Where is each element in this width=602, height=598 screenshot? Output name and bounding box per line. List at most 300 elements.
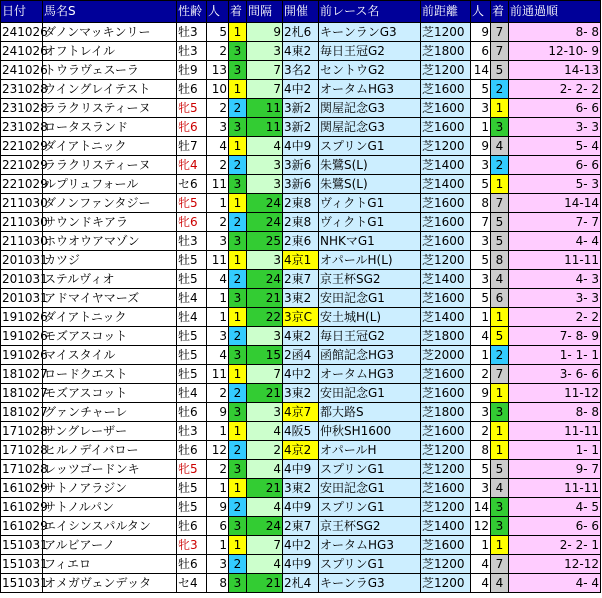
cell-prev-race: 関屋記念G3 [319,118,421,137]
cell-finish: 2 [229,213,247,232]
cell-date: 231028 [1,80,43,99]
cell-prev-passing: 11-11 [509,479,601,498]
cell-prev-race: ヴィクトG1 [319,213,421,232]
cell-sex-age: 牡7 [177,137,207,156]
cell-sex-age: 牡5 [177,346,207,365]
cell-prev-popularity: 3 [471,403,491,422]
cell-finish: 3 [229,118,247,137]
cell-interval: 15 [247,346,283,365]
cell-prev-popularity: 3 [471,232,491,251]
cell-venue: 4中9 [283,555,319,574]
cell-prev-race: キーンラG3 [319,574,421,593]
cell-prev-popularity: 3 [471,99,491,118]
cell-date: 221029 [1,175,43,194]
cell-interval: 4 [247,422,283,441]
cell-prev-popularity: 5 [471,460,491,479]
cell-interval: 4 [247,555,283,574]
cell-date: 191026 [1,308,43,327]
cell-prev-passing: 4- 3 [509,270,601,289]
cell-prev-race: スプリンG1 [319,137,421,156]
cell-sex-age: 牝4 [177,156,207,175]
cell-interval: 3 [247,42,283,61]
cell-finish: 3 [229,175,247,194]
cell-prev-popularity: 5 [471,175,491,194]
cell-date: 191026 [1,346,43,365]
cell-finish: 1 [229,194,247,213]
cell-prev-popularity: 9 [471,384,491,403]
cell-prev-distance: 芝1600 [421,213,471,232]
table-row [1,23,601,42]
cell-prev-race: 安土城H(L) [319,308,421,327]
cell-horse-name: ウイングレイテスト [43,80,177,99]
cell-prev-distance: 芝1400 [421,175,471,194]
cell-prev-distance: 芝1200 [421,555,471,574]
cell-horse-name: ロードクエスト [43,365,177,384]
cell-horse-name: グァンチャーレ [43,403,177,422]
cell-prev-popularity: 9 [471,23,491,42]
cell-popularity: 4 [207,346,229,365]
cell-prev-distance: 芝1200 [421,137,471,156]
cell-horse-name: ララクリスティーヌ [43,156,177,175]
cell-sex-age: 牡6 [177,80,207,99]
cell-prev-popularity: 5 [471,289,491,308]
cell-interval: 25 [247,232,283,251]
cell-prev-race: 函館記念HG3 [319,346,421,365]
cell-prev-finish: 7 [491,42,509,61]
table-row [1,308,601,327]
cell-prev-distance: 芝1400 [421,270,471,289]
cell-prev-distance: 芝1200 [421,460,471,479]
cell-date: 241026 [1,42,43,61]
cell-venue: 2函4 [283,346,319,365]
cell-date: 151031 [1,574,43,593]
cell-prev-finish: 1 [491,175,509,194]
cell-horse-name: サウンドキアラ [43,213,177,232]
table-row [1,61,601,80]
cell-venue: 2東6 [283,232,319,251]
cell-date: 171028 [1,460,43,479]
cell-date: 191026 [1,327,43,346]
cell-sex-age: 牡9 [177,61,207,80]
cell-prev-passing: 2- 2 [509,308,601,327]
cell-date: 221029 [1,137,43,156]
cell-venue: 2東7 [283,270,319,289]
cell-prev-passing: 7- 8- 9 [509,327,601,346]
col-header-venue: 開催 [283,1,319,23]
cell-prev-race: 仲秋SH1600 [319,422,421,441]
table-row [1,384,601,403]
cell-prev-distance: 芝1200 [421,498,471,517]
cell-prev-race: 安田記念G1 [319,384,421,403]
cell-venue: 3東2 [283,384,319,403]
cell-popularity: 2 [207,384,229,403]
cell-prev-passing: 11-11 [509,251,601,270]
cell-horse-name: ダイアトニック [43,137,177,156]
cell-venue: 4中9 [283,137,319,156]
cell-prev-passing: 6- 6 [509,99,601,118]
cell-popularity: 11 [207,365,229,384]
cell-popularity: 2 [207,156,229,175]
cell-horse-name: カツジ [43,251,177,270]
cell-venue: 4中2 [283,80,319,99]
cell-finish: 3 [229,42,247,61]
cell-date: 171028 [1,441,43,460]
cell-sex-age: セ6 [177,175,207,194]
cell-prev-distance: 芝1200 [421,441,471,460]
cell-popularity: 3 [207,232,229,251]
cell-venue: 3京C [283,308,319,327]
cell-prev-finish: 2 [491,346,509,365]
cell-interval: 7 [247,365,283,384]
table-row [1,555,601,574]
cell-interval: 11 [247,99,283,118]
cell-prev-popularity: 4 [471,327,491,346]
cell-sex-age: 牡6 [177,403,207,422]
cell-prev-distance: 芝1600 [421,194,471,213]
cell-prev-distance: 芝1200 [421,61,471,80]
cell-prev-race: オータムHG3 [319,365,421,384]
cell-sex-age: 牝5 [177,194,207,213]
cell-interval: 7 [247,61,283,80]
cell-prev-finish: 3 [491,517,509,536]
cell-interval: 3 [247,403,283,422]
col-header-prev-popularity: 人 [471,1,491,23]
col-header-prev-passing: 前通過順 [509,1,601,23]
header-row [1,1,601,23]
table-row [1,251,601,270]
cell-popularity: 9 [207,498,229,517]
cell-date: 161029 [1,498,43,517]
cell-prev-finish: 1 [491,384,509,403]
cell-prev-passing: 4- 5 [509,498,601,517]
cell-prev-race: ヴィクトG1 [319,194,421,213]
cell-prev-distance: 芝1600 [421,365,471,384]
cell-venue: 2東8 [283,213,319,232]
cell-prev-finish: 3 [491,403,509,422]
cell-prev-finish: 1 [491,308,509,327]
table-row [1,479,601,498]
cell-popularity: 1 [207,536,229,555]
cell-popularity: 5 [207,23,229,42]
col-header-interval: 間隔 [247,1,283,23]
cell-horse-name: ダノンマッキンリー [43,23,177,42]
cell-venue: 3新6 [283,175,319,194]
cell-popularity: 1 [207,479,229,498]
cell-date: 231028 [1,99,43,118]
cell-prev-finish: 4 [491,137,509,156]
cell-venue: 4中9 [283,498,319,517]
cell-finish: 3 [229,289,247,308]
cell-sex-age: 牡3 [177,42,207,61]
cell-prev-distance: 芝1800 [421,327,471,346]
cell-prev-passing: 9- 7 [509,460,601,479]
cell-finish: 2 [229,384,247,403]
cell-date: 211030 [1,232,43,251]
cell-popularity: 1 [207,422,229,441]
cell-prev-popularity: 1 [471,308,491,327]
cell-popularity: 11 [207,175,229,194]
col-header-date: 日付 [1,1,43,23]
cell-prev-passing: 12-12 [509,555,601,574]
table-row [1,536,601,555]
cell-prev-finish: 7 [491,555,509,574]
table-row [1,270,601,289]
cell-popularity: 6 [207,517,229,536]
table-row [1,460,601,479]
table-row [1,137,601,156]
cell-interval: 4 [247,498,283,517]
cell-finish: 1 [229,23,247,42]
table-row [1,99,601,118]
cell-popularity: 2 [207,460,229,479]
cell-sex-age: 牡5 [177,479,207,498]
cell-sex-age: 牡6 [177,555,207,574]
cell-sex-age: 牡4 [177,289,207,308]
cell-horse-name: モズアスコット [43,384,177,403]
cell-prev-popularity: 4 [471,555,491,574]
cell-finish: 1 [229,80,247,99]
cell-prev-popularity: 8 [471,441,491,460]
cell-popularity: 2 [207,99,229,118]
cell-sex-age: 牡3 [177,422,207,441]
cell-venue: 3新2 [283,99,319,118]
cell-prev-distance: 芝1600 [421,536,471,555]
cell-horse-name: サングレーザー [43,422,177,441]
cell-prev-passing: 8- 8 [509,23,601,42]
cell-sex-age: 牝5 [177,99,207,118]
cell-prev-race: 安田記念G1 [319,289,421,308]
cell-popularity: 13 [207,61,229,80]
cell-prev-finish: 6 [491,289,509,308]
cell-popularity: 8 [207,574,229,593]
cell-prev-race: 毎日王冠G2 [319,327,421,346]
cell-finish: 2 [229,327,247,346]
cell-venue: 4東2 [283,327,319,346]
cell-prev-race: オータムHG3 [319,536,421,555]
cell-date: 211030 [1,194,43,213]
cell-sex-age: 牡5 [177,251,207,270]
cell-prev-passing: 4- 4 [509,232,601,251]
cell-prev-finish: 3 [491,498,509,517]
cell-prev-finish: 3 [491,118,509,137]
table-row [1,156,601,175]
table-row [1,42,601,61]
cell-sex-age: 牡4 [177,308,207,327]
cell-prev-race: セントウG2 [319,61,421,80]
cell-venue: 3名2 [283,61,319,80]
cell-prev-popularity: 5 [471,80,491,99]
cell-sex-age: 牝3 [177,536,207,555]
cell-popularity: 4 [207,270,229,289]
table-row [1,422,601,441]
cell-interval: 21 [247,384,283,403]
cell-prev-distance: 芝1600 [421,80,471,99]
cell-prev-popularity: 8 [471,194,491,213]
cell-popularity: 10 [207,80,229,99]
cell-prev-popularity: 4 [471,574,491,593]
cell-horse-name: サトノルパン [43,498,177,517]
cell-interval: 21 [247,289,283,308]
cell-date: 181027 [1,365,43,384]
col-header-sex-age: 性齢 [177,1,207,23]
cell-horse-name: オフトレイル [43,42,177,61]
cell-prev-distance: 芝1600 [421,384,471,403]
cell-venue: 4東2 [283,42,319,61]
cell-prev-passing: 1- 1- 1 [509,346,601,365]
cell-sex-age: 牡5 [177,365,207,384]
cell-sex-age: 牡6 [177,517,207,536]
cell-finish: 2 [229,441,247,460]
cell-prev-popularity: 2 [471,422,491,441]
cell-finish: 3 [229,517,247,536]
cell-venue: 4中9 [283,460,319,479]
cell-prev-finish: 5 [491,327,509,346]
table-row [1,80,601,99]
table-body [1,23,601,593]
cell-horse-name: サトノアラジン [43,479,177,498]
cell-finish: 3 [229,232,247,251]
cell-date: 151031 [1,555,43,574]
cell-finish: 2 [229,555,247,574]
cell-sex-age: 牡5 [177,327,207,346]
cell-date: 241026 [1,23,43,42]
cell-venue: 3新2 [283,118,319,137]
table-row [1,498,601,517]
cell-prev-distance: 芝1800 [421,42,471,61]
col-header-prev-race: 前レース名 [319,1,421,23]
cell-prev-popularity: 12 [471,517,491,536]
cell-prev-finish: 4 [491,574,509,593]
cell-prev-passing: 5- 4 [509,137,601,156]
cell-prev-popularity: 2 [471,365,491,384]
cell-prev-popularity: 3 [471,270,491,289]
cell-prev-popularity: 1 [471,346,491,365]
table-row [1,574,601,593]
cell-prev-passing: 2- 2- 1 [509,536,601,555]
cell-interval: 3 [247,156,283,175]
cell-sex-age: 牝5 [177,460,207,479]
cell-venue: 4阪5 [283,422,319,441]
cell-date: 221029 [1,156,43,175]
table-row [1,213,601,232]
cell-prev-distance: 芝1200 [421,574,471,593]
cell-horse-name: モズアスコット [43,327,177,346]
cell-prev-finish: 2 [491,80,509,99]
table-row [1,403,601,422]
cell-venue: 4京2 [283,441,319,460]
cell-interval: 7 [247,80,283,99]
cell-prev-passing: 3- 3 [509,289,601,308]
col-header-horse: 馬名S [43,1,177,23]
cell-prev-popularity: 9 [471,137,491,156]
cell-prev-popularity: 6 [471,42,491,61]
cell-horse-name: オメガヴェンデッタ [43,574,177,593]
cell-horse-name: ステルヴィオ [43,270,177,289]
cell-interval: 21 [247,574,283,593]
cell-interval: 3 [247,175,283,194]
cell-prev-finish: 7 [491,23,509,42]
cell-prev-race: オパールH [319,441,421,460]
cell-finish: 1 [229,251,247,270]
cell-prev-distance: 芝1400 [421,308,471,327]
cell-prev-popularity: 3 [471,479,491,498]
cell-prev-finish: 4 [491,270,509,289]
table-row [1,118,601,137]
cell-prev-finish: 1 [491,441,509,460]
table-row [1,327,601,346]
cell-interval: 2 [247,441,283,460]
cell-prev-passing: 6- 6 [509,517,601,536]
cell-prev-popularity: 14 [471,61,491,80]
cell-date: 201031 [1,270,43,289]
cell-prev-finish: 5 [491,213,509,232]
cell-horse-name: ダイアトニック [43,308,177,327]
cell-prev-distance: 芝1600 [421,232,471,251]
cell-finish: 2 [229,99,247,118]
cell-prev-race: 関屋記念G3 [319,99,421,118]
cell-prev-distance: 芝1600 [421,479,471,498]
cell-prev-race: スプリンG1 [319,460,421,479]
cell-interval: 4 [247,137,283,156]
cell-interval: 7 [247,536,283,555]
cell-horse-name: エイシンスパルタン [43,517,177,536]
cell-finish: 3 [229,574,247,593]
cell-finish: 3 [229,460,247,479]
cell-finish: 3 [229,403,247,422]
cell-prev-distance: 芝1600 [421,422,471,441]
cell-prev-distance: 芝1800 [421,403,471,422]
cell-popularity: 11 [207,251,229,270]
cell-date: 201031 [1,251,43,270]
cell-popularity: 9 [207,403,229,422]
table-row [1,232,601,251]
cell-horse-name: トウラヴェスーラ [43,61,177,80]
cell-venue: 3東2 [283,289,319,308]
cell-horse-name: ヒルノデイバロー [43,441,177,460]
cell-popularity: 3 [207,555,229,574]
cell-date: 211030 [1,213,43,232]
cell-prev-distance: 芝1200 [421,251,471,270]
cell-interval: 3 [247,251,283,270]
cell-sex-age: 牡5 [177,498,207,517]
cell-prev-passing: 3- 6- 6 [509,365,601,384]
cell-interval: 9 [247,23,283,42]
cell-prev-race: スプリンG1 [319,555,421,574]
cell-finish: 1 [229,137,247,156]
cell-prev-passing: 11-11 [509,422,601,441]
cell-horse-name: アドマイヤマーズ [43,289,177,308]
cell-horse-name: ララクリスティーヌ [43,99,177,118]
cell-venue: 4京7 [283,403,319,422]
cell-horse-name: フィエロ [43,555,177,574]
cell-horse-name: ルプリュフォール [43,175,177,194]
cell-interval: 24 [247,270,283,289]
cell-prev-passing: 14-13 [509,61,601,80]
col-header-popularity: 人 [207,1,229,23]
cell-prev-passing: 12-10- 9 [509,42,601,61]
cell-prev-distance: 芝1400 [421,517,471,536]
cell-prev-passing: 8- 8 [509,403,601,422]
cell-prev-popularity: 1 [471,118,491,137]
cell-horse-name: レッツゴードンキ [43,460,177,479]
cell-horse-name: ホウオウアマゾン [43,232,177,251]
table-row [1,365,601,384]
cell-popularity: 2 [207,42,229,61]
cell-prev-passing: 2- 2- 2 [509,80,601,99]
cell-venue: 4中2 [283,536,319,555]
cell-date: 171028 [1,422,43,441]
cell-horse-name: ダノンファンタジー [43,194,177,213]
